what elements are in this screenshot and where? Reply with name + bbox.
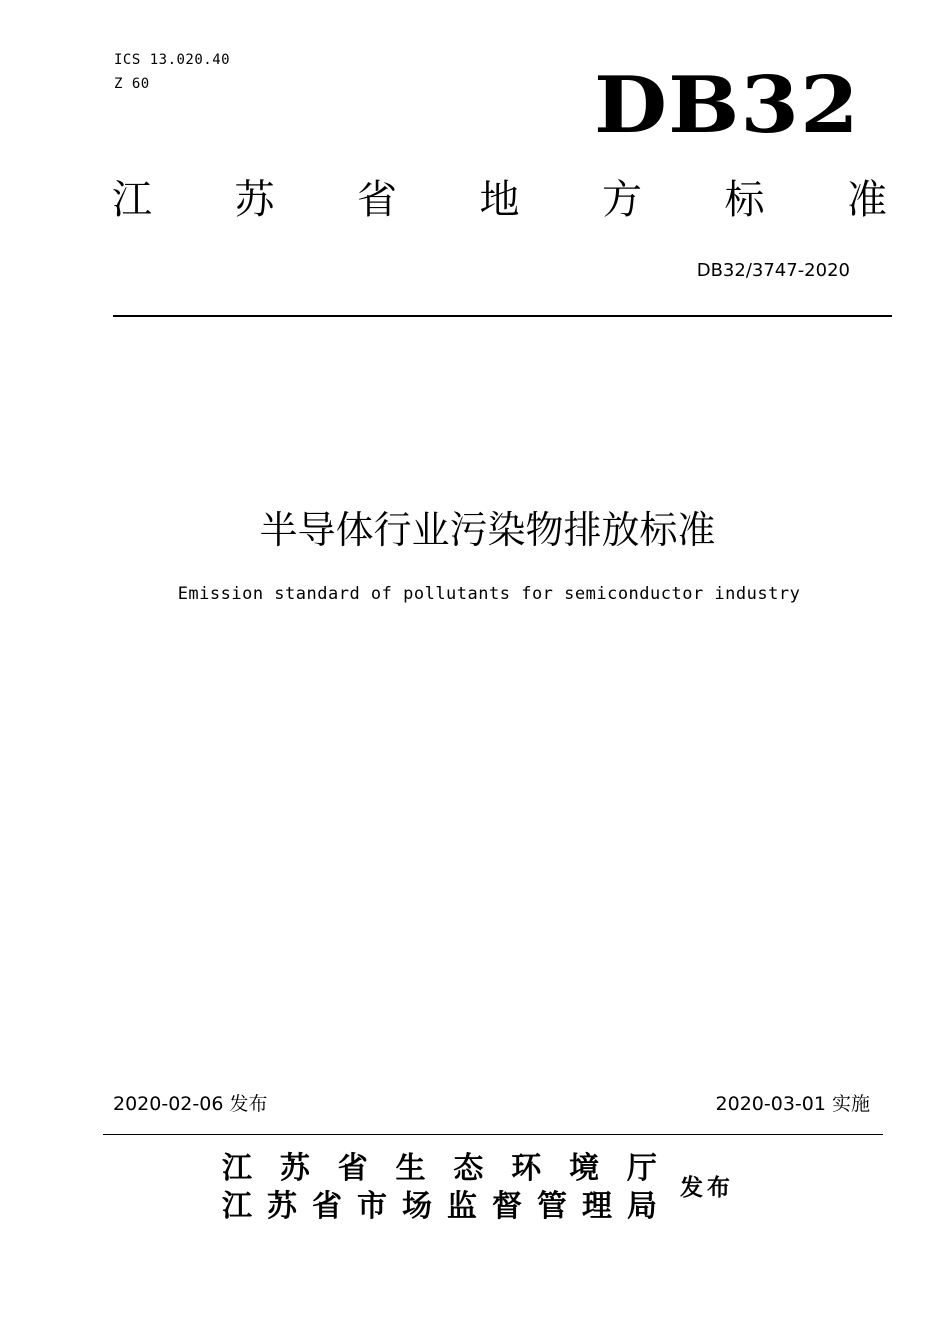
bottom-divider: [103, 1134, 883, 1135]
issuer-char: 场: [402, 1189, 432, 1224]
standard-type-char: 方: [602, 177, 642, 223]
issue-label: 发布: [680, 1175, 734, 1201]
issuer-char: 生: [395, 1151, 426, 1186]
standard-type-heading: [112, 172, 887, 228]
issuer-char: 督: [492, 1189, 522, 1224]
issuer-char: 环: [511, 1151, 542, 1186]
standard-type-char: 标: [724, 177, 765, 223]
implementation-date: 2020-03-01 实施: [715, 1093, 870, 1115]
standard-type-char: 地: [479, 177, 520, 223]
top-divider: [113, 315, 892, 317]
issuer-market-regulation: [222, 1188, 657, 1226]
issuer-char: 苏: [267, 1189, 297, 1224]
issuer-char: 省: [312, 1189, 342, 1224]
issuer-char: 境: [569, 1151, 600, 1186]
standard-number: DB32/3747-2020: [696, 260, 850, 281]
issuer-char: 江: [222, 1189, 252, 1224]
issuing-authorities: [222, 1150, 657, 1226]
standard-type-char: 准: [847, 177, 887, 223]
issuer-char: 态: [453, 1151, 484, 1186]
class-code: Z 60: [114, 76, 150, 92]
issuer-char: 理: [582, 1189, 612, 1224]
document-title-chinese: 半导体行业污染物排放标准: [259, 508, 716, 552]
issuer-char: 江: [222, 1151, 252, 1186]
ics-classification: [114, 48, 230, 96]
db-logo: DB32: [594, 60, 860, 151]
standard-type-char: 省: [357, 177, 397, 223]
standard-type-char: 江: [112, 177, 152, 223]
issuer-ecology-department: [222, 1150, 657, 1188]
issuer-char: 苏: [279, 1151, 310, 1186]
issuer-char: 厅: [626, 1151, 657, 1186]
issue-date: 2020-02-06 发布: [113, 1093, 268, 1115]
issuer-char: 市: [357, 1189, 387, 1224]
issuer-char: 省: [337, 1151, 368, 1186]
document-title-english: Emission standard of pollutants for semiconductor industry: [177, 584, 801, 604]
issuer-char: 局: [627, 1189, 657, 1224]
standard-type-char: 苏: [234, 177, 275, 223]
issuer-char: 管: [537, 1189, 567, 1224]
ics-code: ICS 13.020.40: [114, 52, 231, 68]
issuer-char: 监: [447, 1189, 477, 1224]
